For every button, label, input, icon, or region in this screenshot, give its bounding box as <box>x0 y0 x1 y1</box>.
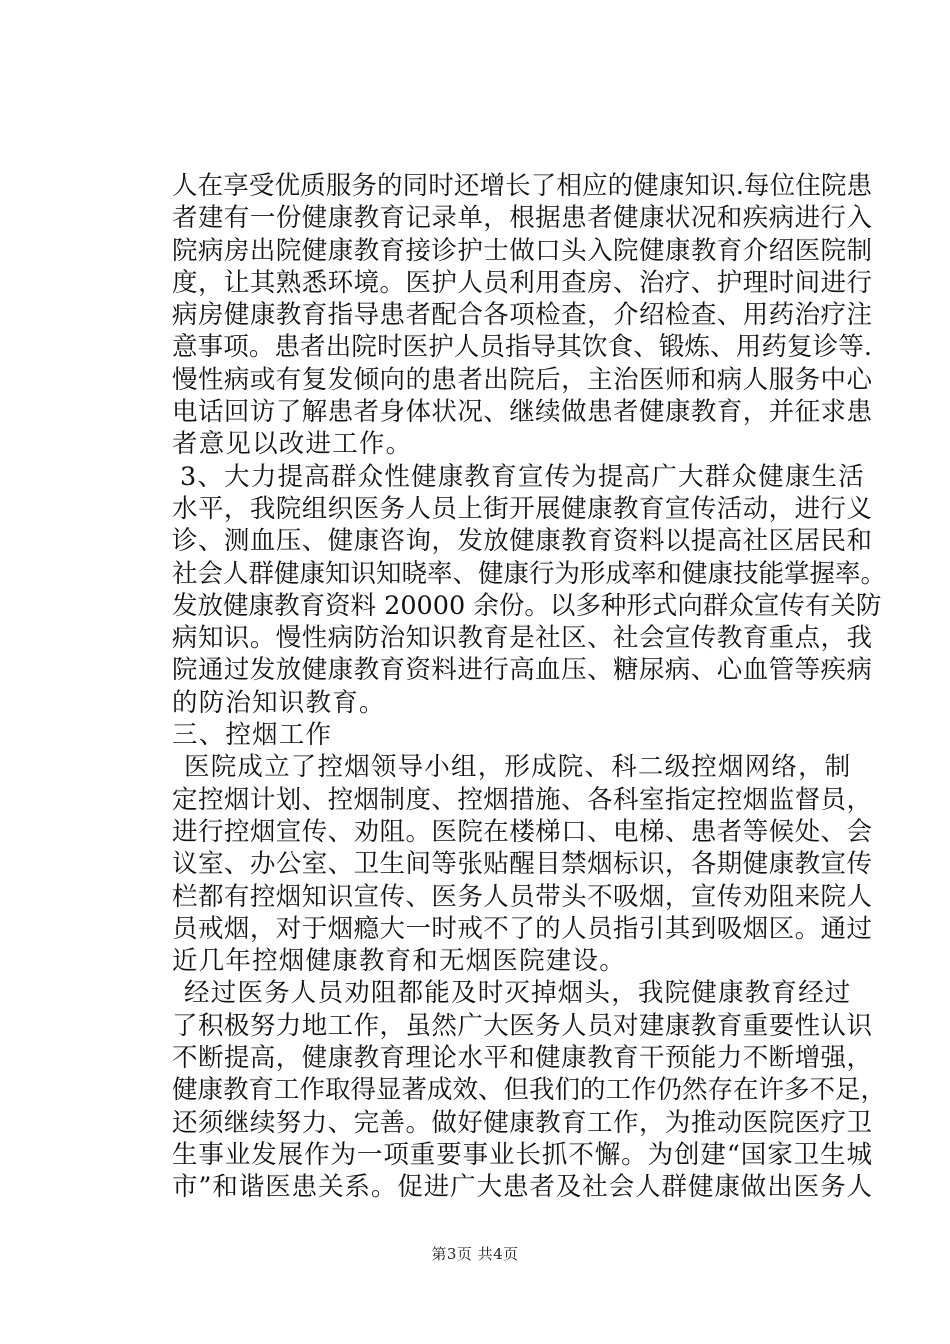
text-line: 者建有一份健康教育记录单，根据患者健康状况和疾病进行入 <box>172 203 872 234</box>
text-line: 人在享受优质服务的同时还增长了相应的健康知识.每位住院患 <box>172 171 872 201</box>
text-line: 的防治知识教育。 <box>172 687 386 718</box>
text-line: 病房健康教育指导患者配合各项检查，介绍检查、用药治疗注 <box>172 300 872 331</box>
text-line: 定控烟计划、控烟制度、控烟措施、各科室指定控烟监督员， <box>172 784 872 815</box>
text-line: 议室、办公室、卫生间等张贴醒目禁烟标识，各期健康教宣传 <box>172 849 872 880</box>
text-line: 意事项。患者出院时医护人员指导其饮食、锻炼、用药复诊等. <box>172 332 872 363</box>
text-line: 了积极努力地工作，虽然广大医务人员对建康教育重要性认识 <box>172 1010 872 1041</box>
text-line: 度，让其熟悉环境。医护人员利用查房、治疗、护理时间进行 <box>172 267 872 298</box>
text-line: 诊、测血压、健康咨询，发放健康教育资料以提高社区居民和 <box>172 526 872 557</box>
text-line: 栏都有控烟知识宣传、医务人员带头不吸烟，宣传劝阻来院人 <box>172 881 872 912</box>
text-line: 社会人群健康知识知晓率、健康行为形成率和健康技能掌握率。 <box>172 558 887 589</box>
paragraph-start-line: 医院成立了控烟领导小组，形成院、科二级控烟网络，制 <box>184 752 852 783</box>
section-heading: 三、控烟工作 <box>172 720 333 751</box>
text-line: 慢性病或有复发倾向的患者出院后，主治医师和病人服务中心 <box>172 364 872 395</box>
text-line: 市”和谐医患关系。促进广大患者及社会人群健康做出医务人 <box>172 1172 872 1203</box>
text-line: 发放健康教育资料 20000 余份。以多种形式向群众宣传有关防 <box>172 590 882 621</box>
text-line: 近几年控烟健康教育和无烟医院建设。 <box>172 946 626 977</box>
text-line: 员戒烟，对于烟瘾大一时戒不了的人员指引其到吸烟区。通过 <box>172 913 872 944</box>
text-line: 院通过发放健康教育资料进行高血压、糖尿病、心血管等疾病 <box>172 655 872 686</box>
text-line: 院病房出院健康教育接诊护士做口头入院健康教育介绍医院制 <box>172 235 872 266</box>
text-line: 水平，我院组织医务人员上街开展健康教育宣传活动，进行义 <box>172 493 872 524</box>
paragraph-start-line: 经过医务人员劝阻都能及时灭掉烟头，我院健康教育经过 <box>184 978 852 1009</box>
text-line: 电话回访了解患者身体状况、继续做患者健康教育，并征求患 <box>172 397 872 428</box>
paragraph-start-line: 3、大力提高群众性健康教育宣传为提高广大群众健康生活 <box>180 461 865 492</box>
document-body <box>172 170 887 1204</box>
text-line: 进行控烟宣传、劝阻。医院在楼梯口、电梯、患者等候处、会 <box>172 816 872 847</box>
page-number-footer: 第3页 共4页 <box>431 1245 519 1263</box>
text-line: 病知识。慢性病防治知识教育是社区、社会宣传教育重点，我 <box>172 623 872 654</box>
text-line: 还须继续努力、完善。做好健康教育工作，为推动医院医疗卫 <box>172 1107 872 1138</box>
text-line: 者意见以改进工作。 <box>172 429 413 460</box>
text-line: 生事业发展作为一项重要事业长抓不懈。为创建“国家卫生城 <box>172 1139 872 1170</box>
text-line: 不断提高，健康教育理论水平和健康教育干预能力不断增强， <box>172 1043 872 1074</box>
text-line: 健康教育工作取得显著成效、但我们的工作仍然存在许多不足， <box>172 1075 887 1106</box>
